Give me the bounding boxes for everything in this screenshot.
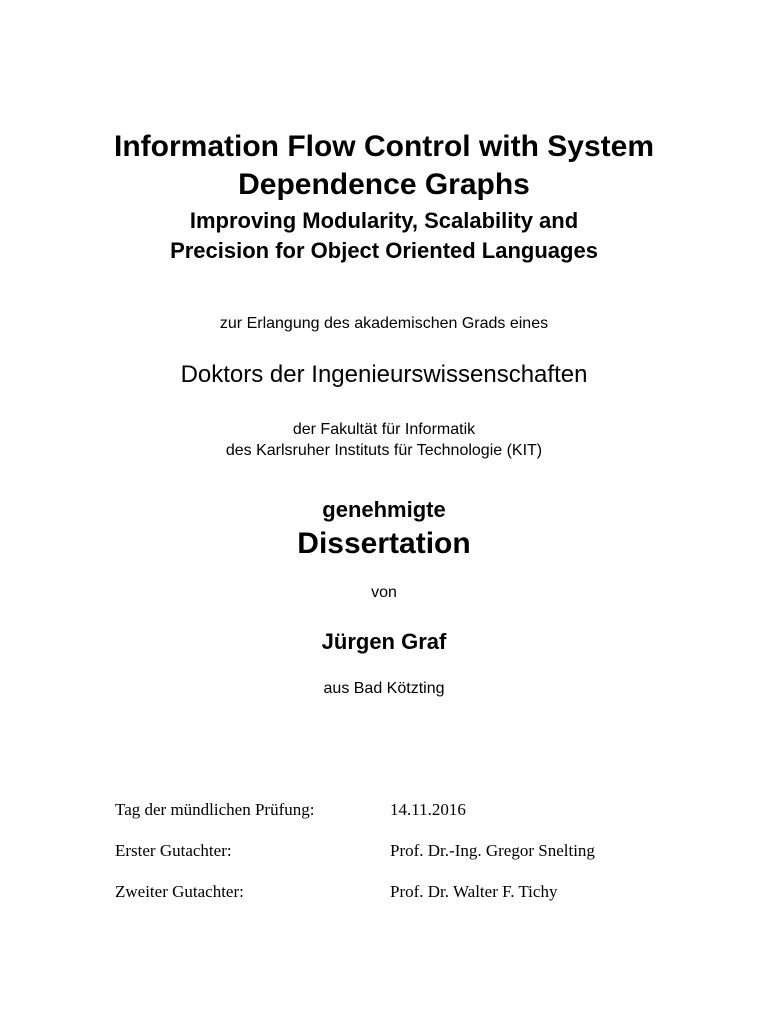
exam-date-label: Tag der mündlichen Prüfung: xyxy=(115,800,315,819)
exam-details xyxy=(115,800,675,923)
author-name: Jürgen Graf xyxy=(321,629,447,654)
author-origin: aus Bad Kötzting xyxy=(323,680,445,697)
degree-name: Doktors der Ingenieurswissenschaften xyxy=(180,361,588,388)
second-reviewer-value: Prof. Dr. Walter F. Tichy xyxy=(390,882,558,901)
degree-purpose: zur Erlangung des akademischen Grads eines xyxy=(219,315,549,332)
first-reviewer-value: Prof. Dr.-Ing. Gregor Snelting xyxy=(390,841,595,860)
faculty xyxy=(0,419,768,461)
thesis-title-line-1: Information Flow Control with System xyxy=(114,130,654,163)
thesis-title-line-2: Dependence Graphs xyxy=(238,168,530,201)
thesis-subtitle-line-1: Improving Modularity, Scalability and xyxy=(189,208,579,233)
document-type: Dissertation xyxy=(297,527,471,560)
second-reviewer-label: Zweiter Gutachter: xyxy=(115,882,244,901)
thesis-subtitle-line-2: Precision for Object Oriented Languages xyxy=(170,238,598,263)
exam-date-value: 14.11.2016 xyxy=(390,800,466,819)
faculty-line-1: der Fakultät für Informatik xyxy=(292,421,476,438)
exam-row-date xyxy=(115,800,675,820)
first-reviewer-label: Erster Gutachter: xyxy=(115,841,232,860)
thesis-subtitle xyxy=(0,206,768,266)
by-label: von xyxy=(371,584,397,601)
exam-row-first-reviewer xyxy=(115,841,675,861)
thesis-title xyxy=(0,128,768,204)
exam-row-second-reviewer xyxy=(115,882,675,902)
approved-label: genehmigte xyxy=(322,497,446,522)
faculty-line-2: des Karlsruher Instituts für Technologie (KIT) xyxy=(225,442,543,459)
